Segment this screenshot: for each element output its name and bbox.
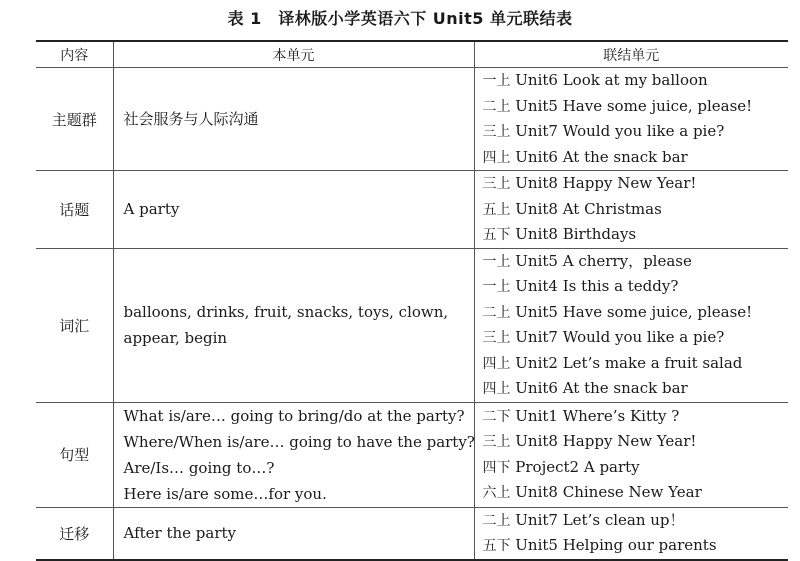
- grade-label: 一上: [482, 73, 511, 89]
- unit-title: Unit8 Happy New Year!: [515, 432, 697, 450]
- unit-title: Unit4 Is this a teddy?: [515, 277, 679, 295]
- grade-label: 五下: [482, 227, 511, 243]
- grade-label: 二上: [482, 98, 511, 115]
- grade-label: 三上: [482, 434, 511, 450]
- table-row: [36, 248, 788, 402]
- current-unit-line: Are/Is… going to…?: [123, 458, 275, 477]
- grade-label: 六上: [482, 485, 511, 501]
- unit-title: Project2 A party: [515, 457, 640, 476]
- grade-label: 二上: [482, 304, 511, 321]
- linked-unit-item: [483, 429, 789, 455]
- current-unit-line: Where/When is/are… going to have the party?: [123, 432, 475, 451]
- linked-unit-item: [483, 455, 789, 481]
- current-unit-cell: [113, 248, 474, 402]
- grade-label: 二下: [482, 408, 511, 425]
- grade-label: 四上: [482, 355, 511, 372]
- unit-title: Unit7 Let’s clean up！: [515, 510, 685, 529]
- current-unit-cell: [113, 171, 474, 249]
- unit-title: Unit7 Would you like a pie?: [515, 122, 725, 140]
- category-cell: 词汇: [36, 248, 113, 402]
- grade-label: 四下: [482, 459, 511, 476]
- header-linked-units: 联结单元: [474, 41, 788, 68]
- linked-unit-item: [483, 119, 789, 145]
- header-row: [36, 41, 788, 68]
- table-row: [36, 68, 788, 171]
- linked-unit-item: [483, 145, 789, 171]
- grade-label: 五上: [482, 201, 511, 218]
- unit-title: Unit7 Would you like a pie?: [515, 328, 725, 346]
- unit-title: Unit8 At Christmas: [515, 199, 662, 218]
- linked-unit-item: [483, 68, 789, 94]
- current-unit-line: balloons, drinks, fruit, snacks, toys, clown,: [123, 303, 449, 321]
- current-unit-line: appear, begin: [123, 329, 228, 347]
- linked-unit-item: [483, 197, 789, 223]
- unit-title: Unit8 Happy New Year!: [515, 174, 697, 192]
- table-row: [36, 171, 788, 249]
- grade-label: 三上: [482, 176, 511, 192]
- grade-label: 四上: [482, 381, 511, 397]
- unit-title: Unit5 A cherry，please: [515, 251, 692, 270]
- linked-unit-item: [483, 222, 789, 248]
- unit-title: Unit6 At the snack bar: [515, 379, 688, 397]
- current-unit-line: A party: [123, 200, 180, 219]
- linked-unit-item: [483, 480, 789, 506]
- grade-label: 五下: [482, 538, 511, 554]
- current-unit-line: What is/are… going to bring/do at the party?: [123, 406, 465, 425]
- linked-unit-item: [483, 325, 789, 351]
- linked-unit-item: [483, 404, 789, 430]
- category-cell: 话题: [36, 171, 113, 249]
- current-unit-cell: [113, 402, 474, 507]
- linked-units-cell: [474, 171, 788, 249]
- current-unit-line: 社会服务与人际沟通: [123, 110, 259, 128]
- current-unit-line: Here is/are some…for you.: [123, 484, 327, 503]
- header-category: 内容: [36, 41, 113, 68]
- table-row: [36, 507, 788, 560]
- grade-label: 四上: [482, 149, 511, 166]
- unit-link-table: [36, 40, 788, 561]
- linked-unit-item: [483, 351, 789, 377]
- unit-title: Unit5 Have some juice, please!: [515, 96, 753, 115]
- unit-title: Unit6 Look at my balloon: [515, 71, 708, 89]
- unit-title: Unit5 Helping our parents: [515, 536, 717, 554]
- current-unit-line: After the party: [123, 524, 237, 542]
- category-cell: 迁移: [36, 507, 113, 560]
- grade-label: 二上: [482, 512, 511, 529]
- linked-unit-item: [483, 300, 789, 326]
- grade-label: 三上: [482, 124, 511, 140]
- unit-title: Unit8 Chinese New Year: [515, 483, 702, 501]
- table-row: [36, 402, 788, 507]
- linked-units-cell: [474, 507, 788, 560]
- header-current-unit: 本单元: [113, 41, 474, 68]
- linked-units-cell: [474, 402, 788, 507]
- category-cell: 句型: [36, 402, 113, 507]
- grade-label: 一上: [482, 253, 511, 270]
- linked-unit-item: [483, 249, 789, 275]
- unit-title: Unit1 Where’s Kitty ?: [515, 406, 680, 425]
- linked-unit-item: [483, 533, 789, 559]
- category-cell: 主题群: [36, 68, 113, 171]
- linked-unit-item: [483, 94, 789, 120]
- table-title: 表 1 译林版小学英语六下 Unit5 单元联结表: [227, 9, 573, 28]
- linked-units-cell: [474, 248, 788, 402]
- unit-title: Unit2 Let’s make a fruit salad: [515, 353, 743, 372]
- linked-unit-item: [483, 274, 789, 300]
- unit-title: Unit6 At the snack bar: [515, 147, 688, 166]
- linked-unit-item: [483, 171, 789, 197]
- linked-unit-item: [483, 508, 789, 534]
- unit-title: Unit8 Birthdays: [515, 225, 637, 243]
- grade-label: 三上: [482, 330, 511, 346]
- grade-label: 一上: [482, 279, 511, 295]
- linked-units-cell: [474, 68, 788, 171]
- current-unit-cell: [113, 68, 474, 171]
- linked-unit-item: [483, 376, 789, 402]
- current-unit-cell: [113, 507, 474, 560]
- unit-title: Unit5 Have some juice, please!: [515, 302, 753, 321]
